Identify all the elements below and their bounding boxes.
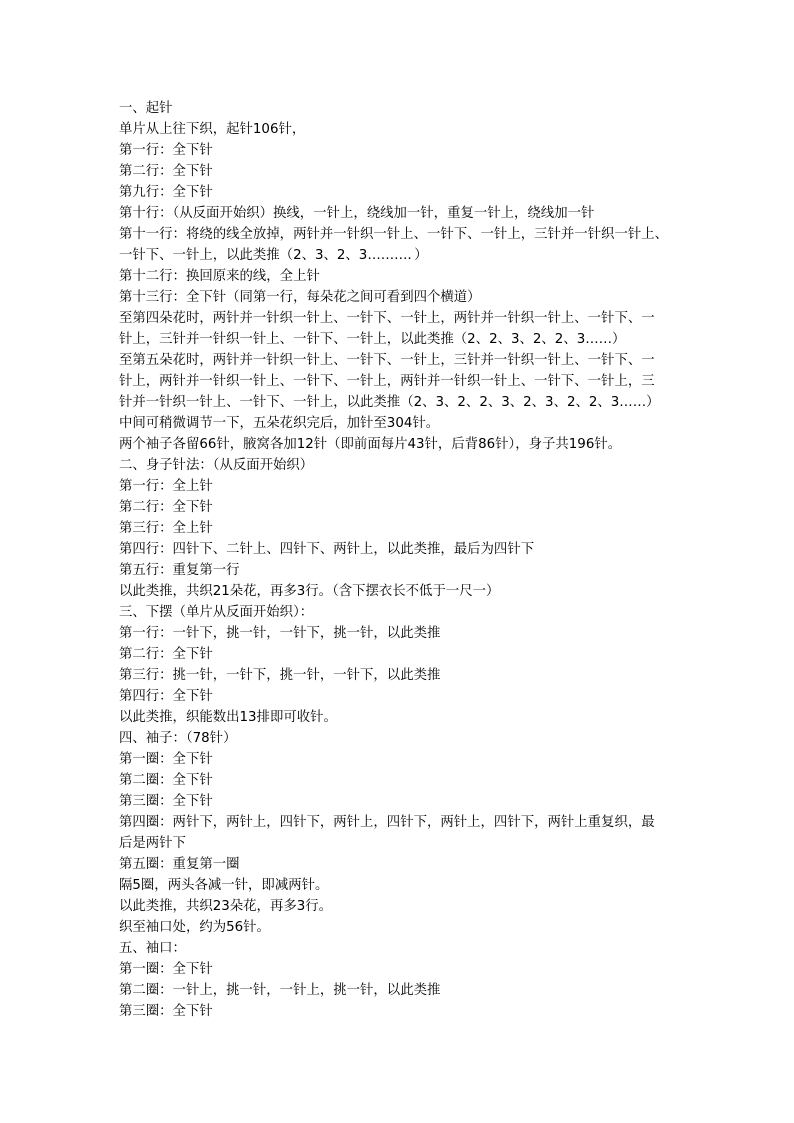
text-line: 第三圈：全下针 [119, 1004, 213, 1019]
text-line: 第十一行：将绕的线全放掉，两针并一针织一针上、一针下、一针上，三针并一针织一针上、 [119, 227, 669, 242]
text-line: 第二圈：全下针 [119, 773, 213, 788]
text-line: 以此类推，共织21朵花，再多3行。（含下摆衣长不低于一尺一） [119, 584, 500, 599]
text-line: 第一行：全上针 [119, 479, 213, 494]
text-line: 第三行：全上针 [119, 521, 213, 536]
text-line: 至第五朵花时，两针并一针织一针上、一针下、一针上，三针并一针织一针上、一针下、一 [119, 353, 655, 368]
text-line: 针上，三针并一针织一针上、一针下、一针上，以此类推（2、2、3、2、2、3……） [119, 332, 626, 347]
section-heading-sleeves: 四、袖子：（78针） [119, 731, 237, 746]
text-line: 第二行：全下针 [119, 500, 213, 515]
text-line: 第一圈：全下针 [119, 962, 213, 977]
text-line: 第三圈：全下针 [119, 794, 213, 809]
text-line: 第五圈：重复第一圈 [119, 857, 240, 872]
text-line: 至第四朵花时，两针并一针织一针上、一针下、一针上，两针并一针织一针上、一针下、一 [119, 311, 655, 326]
text-line: 第四行：四针下、二针上、四针下、两针上，以此类推，最后为四针下 [119, 542, 535, 557]
text-line: 隔5圈，两头各减一针，即减两针。 [119, 878, 329, 893]
text-line: 织至袖口处，约为56针。 [119, 920, 270, 935]
text-line: 针并一针织一针上、一针下、一针上，以此类推（2、3、2、2、3、2、3、2、2、3……） [119, 395, 660, 410]
section-heading-hem: 三、下摆（单片从反面开始织）： [119, 605, 314, 620]
text-line: 第四圈：两针下，两针上，四针下，两针上，四针下，两针上，四针下，两针上重复织，最 [119, 815, 655, 830]
text-line: 第二行：全下针 [119, 164, 213, 179]
text-line: 以此类推，共织23朵花，再多3行。 [119, 899, 333, 914]
section-heading-body-stitch: 二、身子针法：（从反面开始织） [119, 458, 314, 473]
section-heading-cast-on: 一、起针 [119, 101, 173, 116]
text-line: 第十二行：换回原来的线，全上针 [119, 269, 320, 284]
document-body [119, 98, 685, 1022]
text-line: 第五行：重复第一行 [119, 563, 240, 578]
text-line: 第四行：全下针 [119, 689, 213, 704]
text-line: 第十行：（从反面开始织）换线，一针上，绕线加一针，重复一针上，绕线加一针 [119, 206, 595, 221]
text-line: 以此类推，织能数出13排即可收针。 [119, 710, 337, 725]
text-line: 第三行：挑一针，一针下，挑一针，一针下，以此类推 [119, 668, 441, 683]
text-line: 第二行：全下针 [119, 647, 213, 662]
text-line: 第一行：一针下，挑一针，一针下，挑一针，以此类推 [119, 626, 441, 641]
text-line: 第九行：全下针 [119, 185, 213, 200]
text-line: 后是两针下 [119, 836, 186, 851]
section-heading-cuffs: 五、袖口： [119, 941, 186, 956]
text-line: 两个袖子各留66针，腋窝各加12针（即前面每片43针，后背86针），身子共196针。 [119, 437, 622, 452]
text-line: 单片从上往下织，起针106针， [119, 122, 306, 137]
text-line: 第十三行：全下针（同第一行，每朵花之间可看到四个横道） [119, 290, 481, 305]
text-line: 中间可稍微调节一下，五朵花织完后，加针至304针。 [119, 416, 440, 431]
text-line: 针上，两针并一针织一针上、一针下、一针上，两针并一针织一针上、一针下、一针上，三 [119, 374, 655, 389]
text-line: 第一行：全下针 [119, 143, 213, 158]
text-line: 第二圈：一针上，挑一针，一针上，挑一针，以此类推 [119, 983, 441, 998]
text-line: 第一圈：全下针 [119, 752, 213, 767]
text-line: 一针下、一针上，以此类推（2、3、2、3………．） [119, 248, 428, 263]
